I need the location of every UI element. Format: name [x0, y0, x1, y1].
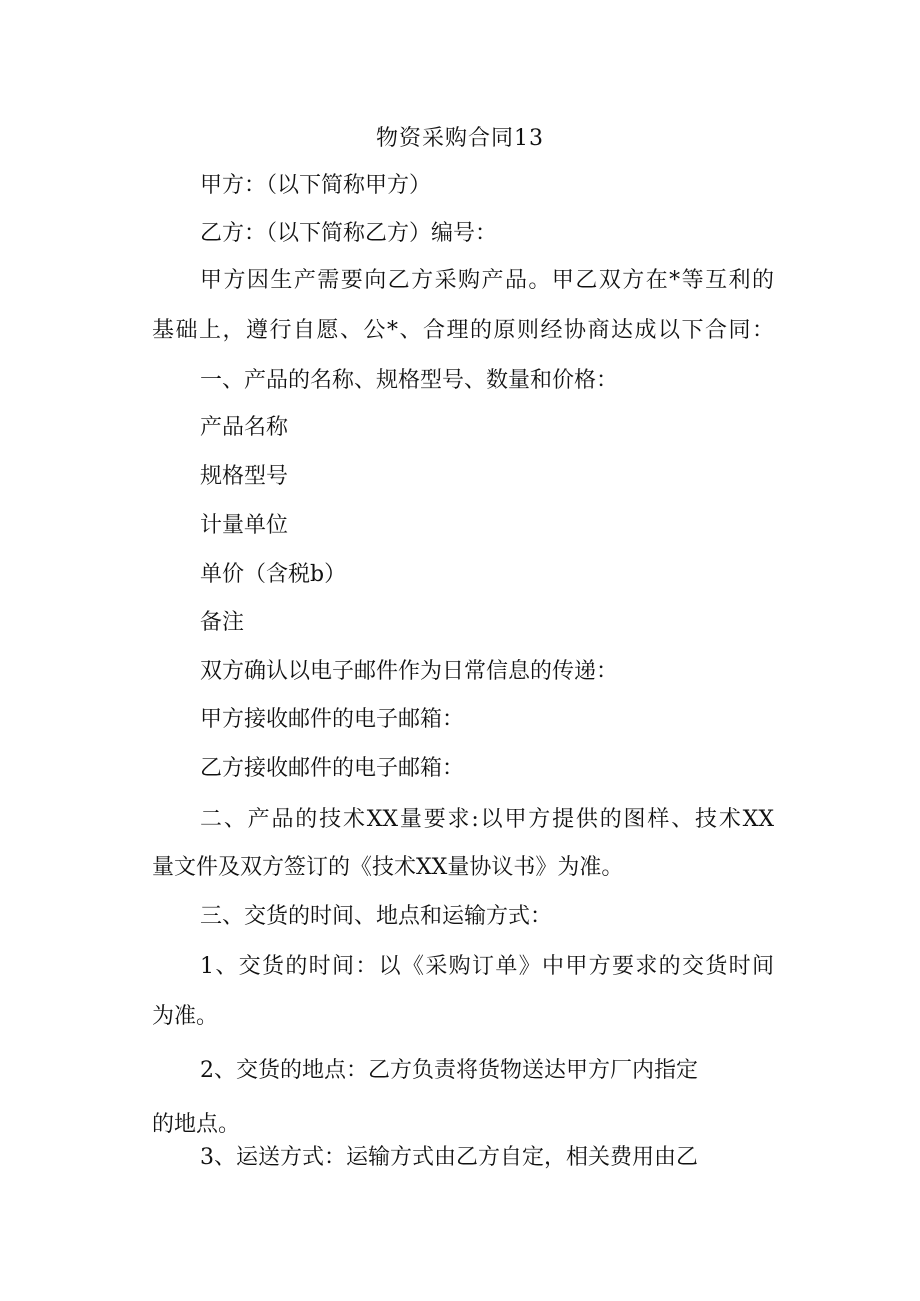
section1-heading: 一、产品的名称、规格型号、数量和价格： [200, 368, 619, 393]
section3-item3-line-1: 3、运送方式：运输方式由乙方自定，相关费用由乙 [200, 1145, 698, 1170]
field-unit: 计量单位 [200, 513, 289, 538]
party-a-line: 甲方：（以下简称甲方） [200, 173, 432, 198]
field-remarks: 备注 [200, 610, 245, 635]
section3-item2-line-1: 2、交货的地点：乙方负责将货物送达甲方厂内指定 [200, 1058, 698, 1083]
document-title: 物资采购合同13 [376, 126, 544, 151]
email-intro: 双方确认以电子邮件作为日常信息的传递： [200, 659, 619, 684]
section2-line-1: 二、产品的技术XX量要求:以甲方提供的图样、技术XX [200, 807, 774, 832]
field-spec-model: 规格型号 [200, 464, 289, 489]
email-party-a: 甲方接收邮件的电子邮箱： [200, 707, 465, 732]
section3-item1-line-2: 为准。 [152, 1004, 219, 1029]
email-party-b: 乙方接收邮件的电子邮箱： [200, 756, 465, 781]
section3-heading: 三、交货的时间、地点和运输方式： [200, 904, 553, 929]
section2-line-2: 量文件及双方签订的《技术XX量协议书》为准。 [152, 855, 624, 880]
party-b-line: 乙方：（以下简称乙方）编号： [200, 221, 498, 246]
field-unit-price: 单价（含税b） [200, 562, 347, 587]
field-product-name: 产品名称 [200, 415, 289, 440]
intro-line-1: 甲方因生产需要向乙方采购产品。甲乙双方在*等互利的 [200, 268, 774, 293]
section3-item2-line-2: 的地点。 [152, 1112, 241, 1137]
intro-line-2: 基础上，遵行自愿、公*、合理的原则经协商达成以下合同： [152, 318, 774, 343]
section3-item1-line-1: 1、交货的时间：以《采购订单》中甲方要求的交货时间 [200, 954, 774, 979]
